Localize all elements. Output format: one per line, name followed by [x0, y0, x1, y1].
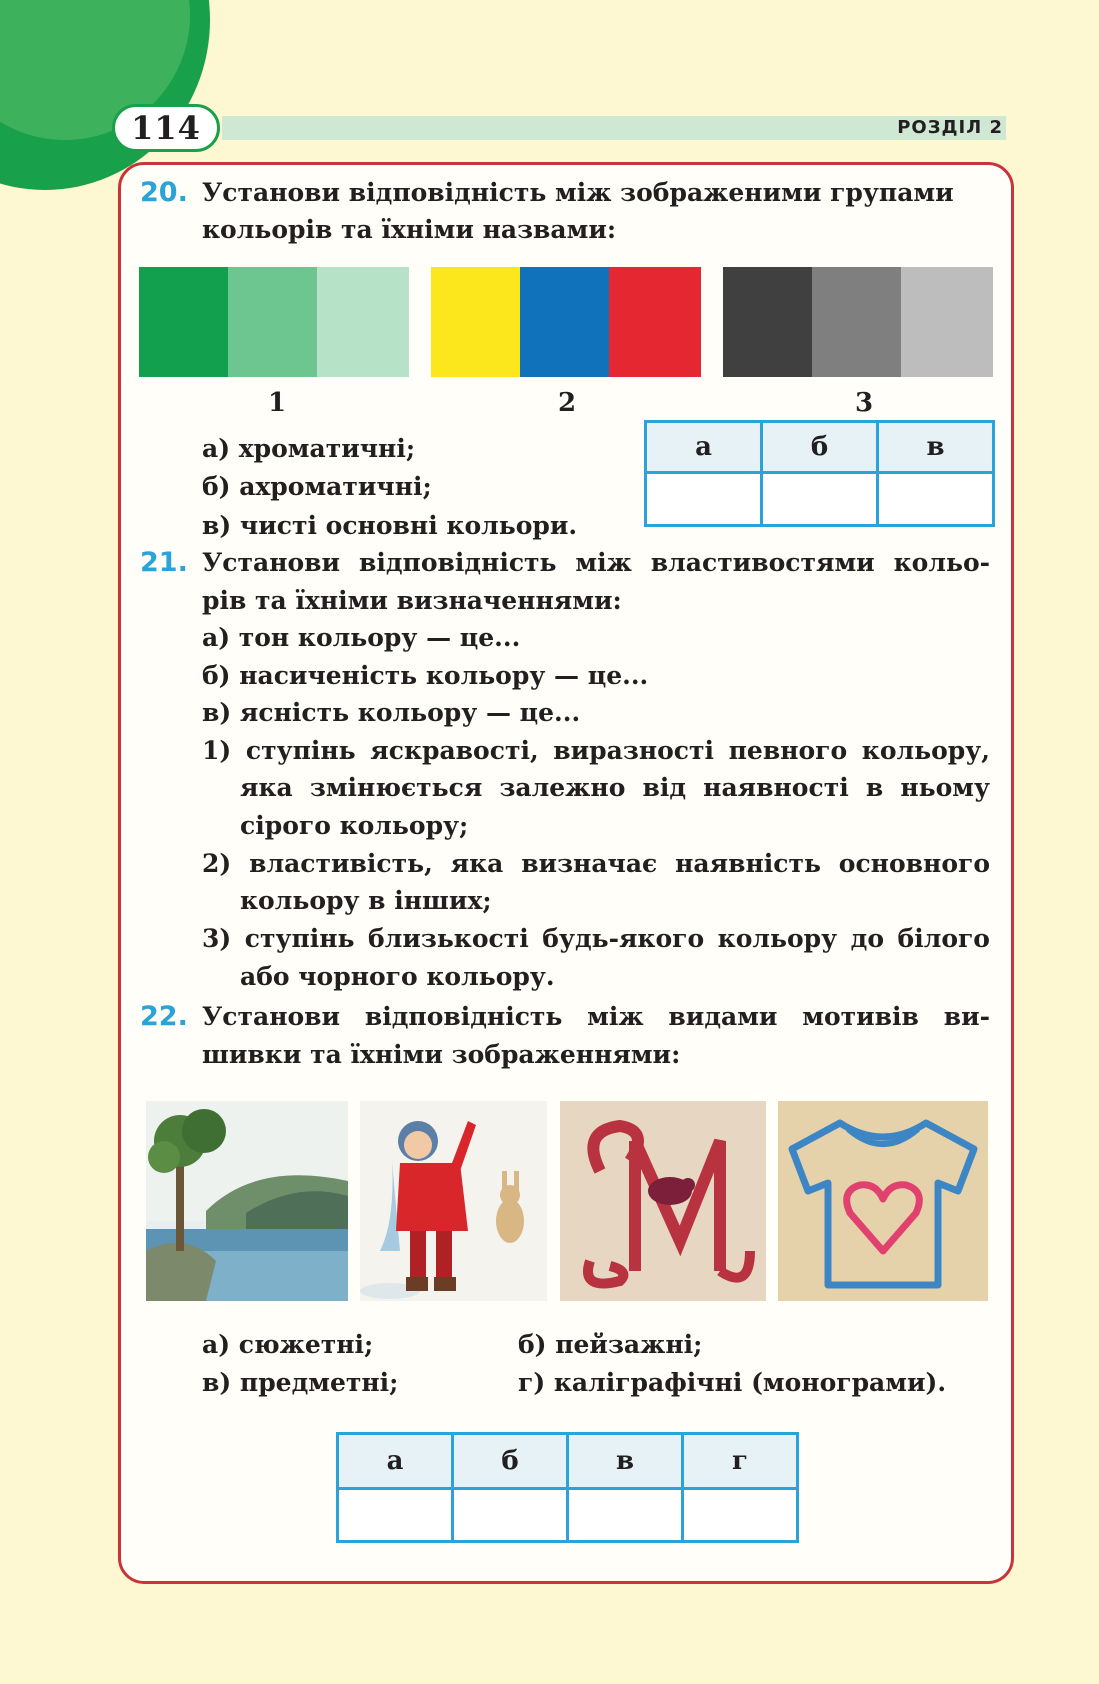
task-21-def-2: 2) властивість, яка визначає наявність основного — [202, 849, 990, 878]
swatch-green-light — [317, 267, 409, 377]
swatch-green-mid — [228, 267, 317, 377]
group-label-3: 3 — [855, 388, 874, 418]
swatch-gray-dark — [723, 267, 812, 377]
embroidery-girl-rabbit-image — [360, 1101, 547, 1301]
task-21-prompt-2: рів та їхніми визначеннями: — [202, 586, 622, 615]
embroidery-monogram-image — [560, 1101, 766, 1301]
task-21-def-1-end: сірого кольору; — [240, 811, 469, 840]
task-22-option-c: в) предметні; — [202, 1368, 399, 1397]
task-22-answer-table — [336, 1432, 799, 1543]
swatch-yellow — [431, 267, 520, 377]
swatch-red — [609, 267, 701, 377]
task-21-def-2-end: кольору в інших; — [240, 886, 492, 915]
task-20-option-a: а) хроматичні; — [202, 434, 416, 463]
task-21-prompt-1: Установи відповідність між властивостями кольо- — [202, 548, 990, 577]
task-22-option-d: г) каліграфічні (монограми). — [518, 1368, 947, 1397]
answer-header-c: в — [878, 422, 994, 473]
task-20-number: 20. — [140, 177, 188, 208]
task-21-item-b: б) насиченість кольору — це... — [202, 661, 649, 690]
embroidery-shirt-heart-image — [778, 1101, 988, 1301]
answer-cell-a[interactable] — [338, 1489, 453, 1542]
task-21-number: 21. — [140, 547, 188, 578]
task-22-prompt-1: Установи відповідність між видами мотивів ви- — [202, 1002, 990, 1031]
task-20-answer-table — [644, 420, 995, 527]
answer-header-d: г — [683, 1434, 798, 1489]
answer-header-b: б — [453, 1434, 568, 1489]
answer-cell-c[interactable] — [568, 1489, 683, 1542]
answer-cell-b[interactable] — [762, 473, 878, 526]
task-21-def-1-cont: яка змінюється залежно від наявності в ньому — [240, 773, 990, 802]
swatch-gray-mid — [812, 267, 901, 377]
group-label-1: 1 — [268, 388, 287, 418]
task-21-item-c: в) ясність кольору — це... — [202, 698, 581, 727]
swatch-blue — [520, 267, 609, 377]
task-22-number: 22. — [140, 1001, 188, 1032]
answer-cell-b[interactable] — [453, 1489, 568, 1542]
task-21-def-1: 1) ступінь яскравості, виразності певного кольору, — [202, 736, 990, 765]
answer-header-a: а — [646, 422, 762, 473]
embroidery-landscape-image — [146, 1101, 348, 1301]
answer-cell-a[interactable] — [646, 473, 762, 526]
section-title: РОЗДІЛ 2 — [897, 117, 1003, 138]
swatch-green-dark — [139, 267, 228, 377]
task-20-prompt-2: кольорів та їхніми назвами: — [202, 215, 617, 244]
task-22-option-b: б) пейзажні; — [518, 1330, 703, 1359]
task-20-prompt-1: Установи відповідність між зображеними групами — [202, 178, 954, 207]
group-label-2: 2 — [558, 388, 577, 418]
answer-header-a: а — [338, 1434, 453, 1489]
task-22-option-a: а) сюжетні; — [202, 1330, 374, 1359]
task-21-item-a: а) тон кольору — це... — [202, 623, 521, 652]
answer-cell-c[interactable] — [878, 473, 994, 526]
answer-header-b: б — [762, 422, 878, 473]
answer-cell-d[interactable] — [683, 1489, 798, 1542]
task-21-def-3: 3) ступінь близькості будь-якого кольору до білого — [202, 924, 990, 953]
answer-header-c: в — [568, 1434, 683, 1489]
task-21-def-3-end: або чорного кольору. — [240, 962, 555, 991]
page-number: 114 — [112, 104, 220, 152]
task-20-option-c: в) чисті основні кольори. — [202, 511, 578, 540]
task-20-option-b: б) ахроматичні; — [202, 472, 432, 501]
header-bar — [222, 116, 1006, 140]
task-22-prompt-2: шивки та їхніми зображеннями: — [202, 1040, 681, 1069]
swatch-gray-light — [901, 267, 993, 377]
